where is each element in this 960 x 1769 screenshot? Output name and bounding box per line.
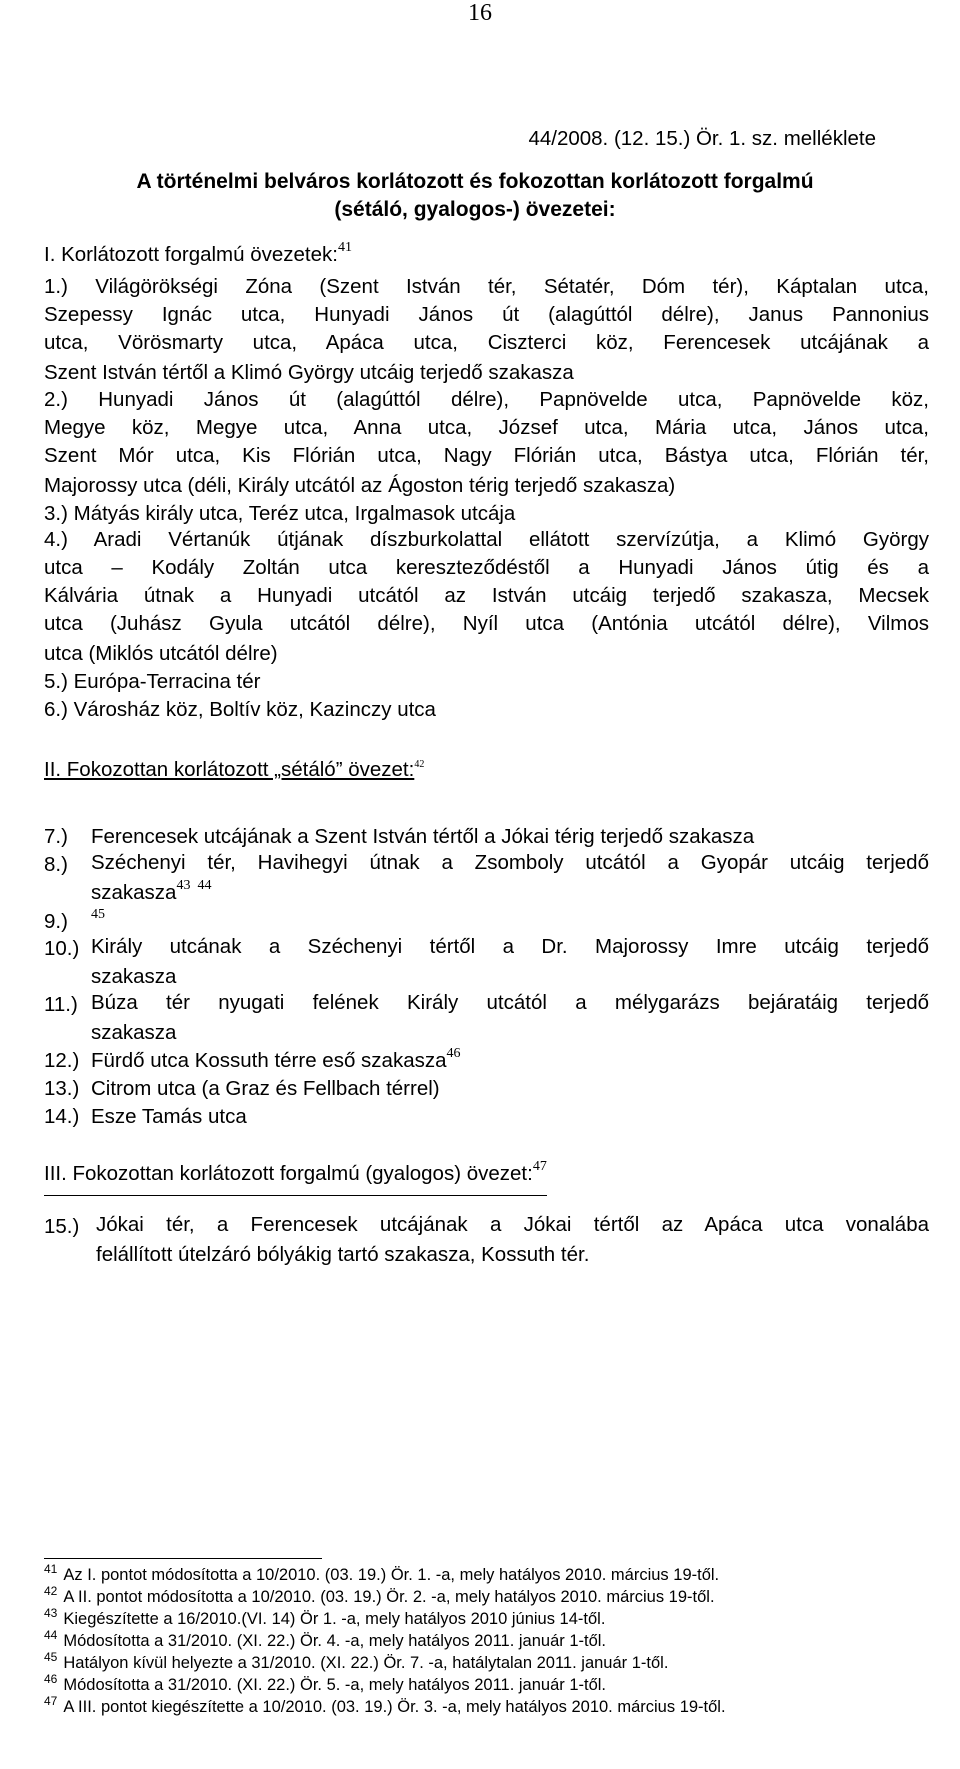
item-2-line-3: Szent Mór utca, Kis Flórián utca, Nagy Flórián utca, Bástya utca, Flórián tér, [44,444,929,467]
item-5-line-1: 5.) Európa-Terracina tér [44,670,261,693]
item-1-line-1: 1.) Világörökségi Zóna (Szent István tér, Sétatér, Dóm tér), Káptalan utca, [44,275,929,298]
footnote-ref-41[interactable]: 41 [337,240,352,255]
item-8-line-2: szakasza$^{43 44}$ [91,878,212,904]
item-1-line-3: utca, Vörösmarty utca, Apáca utca, Ciszterci köz, Ferencesek utcájának a [44,331,929,354]
document-title-line-2: (sétáló, gyalogos-) övezetei: [334,198,616,221]
item-8-number: 8.) [44,853,68,876]
item-4-line-2: utca – Kodály Zoltán utca kereszteződéstől a Hunyadi János útig és a [44,556,929,579]
item-11-line-1: Búza tér nyugati felének Király utcától a mélygarázs bejáratáig terjedő [91,991,929,1014]
item-1-line-2: Szepessy Ignác utca, Hunyadi János út (alagúttól délre), Janus Pannonius [44,303,929,326]
item-4-line-5: utca (Miklós utcától délre) [44,642,278,665]
item-4-line-4: utca (Juhász Gyula utcától délre), Nyíl utca (Antónia utcától délre), Vilmos [44,612,929,635]
item-15-line-2: felállított útelzáró bólyákig tartó szakasza, Kossuth tér. [96,1243,590,1266]
item-9: 9.) $^{45}$ [44,907,105,933]
footnote-ref-47[interactable]: 47 [532,1159,547,1174]
item-13: 13.) Citrom utca (a Graz és Fellbach térrel) [44,1077,440,1100]
item-11-line-2: szakasza [91,1021,177,1044]
footnote-46: $^{46}$ Módosította a 31/2010. (XI. 22.) Ör. 5. -a, mely hatályos 2011. január 1-től. [44,1672,607,1694]
section-1-heading: I. Korlátozott forgalmú övezetek:$^{41}$ [44,240,352,266]
footnote-ref-42[interactable]: 42 [414,759,425,770]
item-10-number: 10.) [44,937,80,960]
footnote-ref-45[interactable]: 45 [91,907,105,922]
footnote-44: $^{44}$ Módosította a 31/2010. (XI. 22.) Ör. 4. -a, mely hatályos 2011. január 1-től. [44,1628,607,1650]
footnote-43: $^{43}$ Kiegészítette a 16/2010.(VI. 14) Ör 1. -a, mely hatályos 2010 június 14-től. [44,1606,606,1628]
item-2-line-2: Megye köz, Megye utca, Anna utca, József utca, Mária utca, János utca, [44,416,929,439]
item-1-line-4: Szent István tértől a Klimó György utcáig terjedő szakasza [44,361,574,384]
footnote-separator [44,1558,322,1559]
item-10-line-2: szakasza [91,965,177,988]
item-4-line-3: Kálvária útnak a Hunyadi utcától az István utcáig terjedő szakasza, Mecsek [44,584,929,607]
document-title-line-1: A történelmi belváros korlátozott és fokozottan korlátozott forgalmú [136,170,814,193]
page-number: 16 [468,0,492,26]
item-2-line-1: 2.) Hunyadi János út (alagúttól délre), Papnövelde utca, Papnövelde köz, [44,388,929,411]
section-3-heading: III. Fokozottan korlátozott forgalmú (gyalogos) övezet:$^{47}$ [44,1160,547,1196]
footnote-ref-46[interactable]: 46 [446,1046,461,1061]
item-12: 12.) Fürdő utca Kossuth térre eső szakasza$^{46}$ [44,1046,461,1072]
footnote-ref-43-44[interactable]: 43 44 [176,878,212,893]
item-8-line-1: Széchenyi tér, Havihegyi útnak a Zsomboly utcától a Gyopár utcáig terjedő [91,851,929,874]
item-6-line-1: 6.) Városház köz, Boltív köz, Kazinczy utca [44,698,436,721]
item-2-line-4: Majorossy utca (déli, Király utcától az Ágoston térig terjedő szakasza) [44,474,676,497]
annex-reference: 44/2008. (12. 15.) Ör. 1. sz. melléklete [528,127,876,150]
item-4-line-1: 4.) Aradi Vértanúk útjának díszburkolattal ellátott szervízútja, a Klimó György [44,528,929,551]
item-7: 7.) Ferencesek utcájának a Szent István tértől a Jókai térig terjedő szakasza [44,825,755,848]
item-14: 14.) Esze Tamás utca [44,1105,247,1128]
item-15-number: 15.) [44,1215,80,1238]
footnote-47: $^{47}$ A III. pontot kiegészítette a 10/2010. (03. 19.) Ör. 3. -a, mely hatályos 2010. március 19-től. [44,1694,726,1716]
item-3-line-1: 3.) Mátyás király utca, Teréz utca, Irgalmasok utcája [44,502,516,525]
footnote-41: $^{41}$ Az I. pontot módosította a 10/2010. (03. 19.) Ör. 1. -a, mely hatályos 2010. március 19-től. [44,1562,720,1584]
footnote-42: $^{42}$ A II. pontot módosította a 10/2010. (03. 19.) Ör. 2. -a, mely hatályos 2010. március 19-től. [44,1584,715,1606]
footnote-45: $^{45}$ Hatályon kívül helyezte a 31/2010. (XI. 22.) Ör. 7. -a, hatálytalan 2011. január 1-től. [44,1650,669,1672]
item-11-number: 11.) [44,993,78,1016]
item-10-line-1: Király utcának a Széchenyi tértől a Dr. Majorossy Imre utcáig terjedő [91,935,929,958]
section-2-heading: II. Fokozottan korlátozott „sétáló” övezet:$^{42}$ [44,758,425,781]
item-15-line-1: Jókai tér, a Ferencesek utcájának a Jókai tértől az Apáca utca vonalába [96,1213,929,1236]
